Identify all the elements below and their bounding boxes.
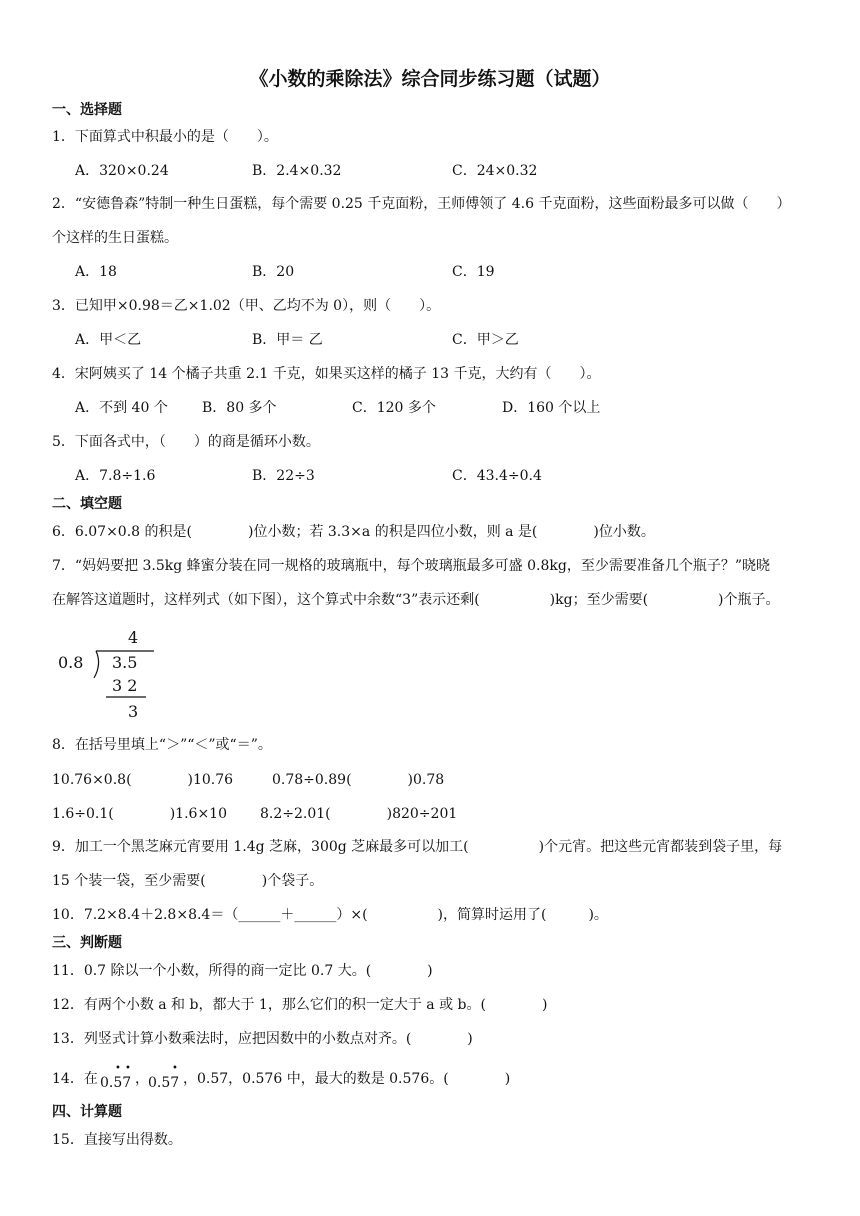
question-2-stem-line2: 个这样的生日蛋糕。	[52, 230, 178, 246]
question-14	[52, 1063, 752, 1092]
division-divisor: 0.8	[58, 653, 84, 672]
question-1-option-a: A．320×0.24	[75, 163, 169, 179]
section-heading-calc: 四、计算题	[52, 1104, 122, 1120]
question-12-text: 12．有两个小数 a 和 b，都大于 1，那么它们的积一定大于 a 或 b。( )	[52, 997, 548, 1013]
question-4-option-d: D．160 个以上	[502, 400, 601, 416]
question-1-option-c: C．24×0.32	[452, 163, 538, 179]
question-3-option-c: C．甲＞乙	[452, 332, 519, 348]
question-15-text: 15．直接写出得数。	[52, 1132, 182, 1148]
division-product: 3 2	[112, 676, 138, 695]
question-8-compare-3: 1.6÷0.1( )1.6×10	[52, 806, 227, 822]
question-10-text: 10．7.2×8.4＋2.8×8.4＝（______＋______）×( )，简算时运用了( )。	[52, 907, 608, 923]
question-11-text: 11．0.7 除以一个小数，所得的商一定比 0.7 大。( )	[52, 963, 433, 979]
repetend-dot-icon: •	[125, 1063, 131, 1074]
section-heading-judge: 三、判断题	[52, 935, 122, 951]
repetend-dot-icon: •	[172, 1063, 178, 1074]
question-7-line2: 在解答这道题时，这样列式（如下图），这个算式中余数“3”表示还剩( )kg；至少需要( )个瓶子。	[52, 592, 780, 608]
division-remainder: 3	[128, 702, 139, 721]
question-8-compare-1: 10.76×0.8( )10.76	[52, 772, 234, 788]
question-14-rest: ，0.57，0.576 中，最大的数是 0.576。( )	[183, 1071, 511, 1087]
question-14-prefix: 14．在	[52, 1071, 98, 1087]
page-title: 《小数的乘除法》综合同步练习题（试题）	[249, 68, 611, 90]
repetend-dot-icon: •	[115, 1063, 121, 1074]
section-heading-fill: 二、填空题	[52, 496, 122, 512]
division-quotient: 4	[128, 628, 139, 647]
long-division-figure	[56, 626, 176, 726]
division-dividend: 3.5	[112, 653, 138, 672]
question-1-option-b: B．2.4×0.32	[252, 163, 342, 179]
question-3-option-a: A．甲＜乙	[75, 332, 142, 348]
question-2-option-a: A．18	[75, 264, 117, 280]
question-13-text: 13．列竖式计算小数乘法时，应把因数中的小数点对齐。( )	[52, 1031, 473, 1047]
question-5-option-b: B．22÷3	[252, 468, 315, 484]
question-3-stem: 3．已知甲×0.98＝乙×1.02（甲、乙均不为 0），则（ ）。	[52, 298, 441, 314]
question-9-line1: 9．加工一个黑芝麻元宵要用 1.4g 芝麻，300g 芝麻最多可以加工( )个元宵。把这些元宵都装到袋子里，每	[52, 839, 783, 855]
question-1-stem: 1．下面算式中积最小的是（ ）。	[52, 129, 278, 145]
question-2-stem-line1: 2．“安德鲁森”特制一种生日蛋糕，每个需要 0.25 千克面粉，王师傅领了 4.6 千克面粉，这些面粉最多可以做（ ）	[52, 196, 791, 212]
question-2-option-c: C．19	[452, 264, 495, 280]
question-2-option-b: B．20	[252, 264, 295, 280]
repeating-decimal-2: 0.57	[148, 1075, 180, 1091]
section-heading-choice: 一、选择题	[52, 102, 122, 118]
question-4-option-b: B．80 多个	[202, 400, 277, 416]
question-7-line1: 7．“妈妈要把 3.5kg 蜂蜜分装在同一规格的玻璃瓶中，每个玻璃瓶最多可盛 0.8kg，至少需要准备几个瓶子？”晓晓	[52, 558, 770, 574]
question-5-option-a: A．7.8÷1.6	[75, 468, 156, 484]
question-9-line2: 15 个装一袋，至少需要( )个袋子。	[52, 873, 324, 889]
question-14-separator: ，	[135, 1071, 149, 1087]
question-8-compare-4: 8.2÷2.01( )820÷201	[260, 806, 458, 822]
question-6-text: 6．6.07×0.8 的积是( )位小数；若 3.3×a 的积是四位小数，则 a 是( )位小数。	[52, 524, 655, 540]
question-4-option-a: A．不到 40 个	[75, 400, 168, 416]
question-4-option-c: C．120 多个	[352, 400, 436, 416]
question-5-option-c: C．43.4÷0.4	[452, 468, 542, 484]
question-8-compare-2: 0.78÷0.89( )0.78	[272, 772, 445, 788]
question-3-option-b: B．甲＝ 乙	[252, 332, 323, 348]
repeating-decimal-1: 0.57	[100, 1075, 132, 1091]
question-8-stem: 8．在括号里填上“＞”“＜”或“＝”。	[52, 737, 272, 753]
question-4-stem: 4．宋阿姨买了 14 个橘子共重 2.1 千克，如果买这样的橘子 13 千克，大约有（ ）。	[52, 366, 601, 382]
question-5-stem: 5．下面各式中，（ ）的商是循环小数。	[52, 434, 320, 450]
